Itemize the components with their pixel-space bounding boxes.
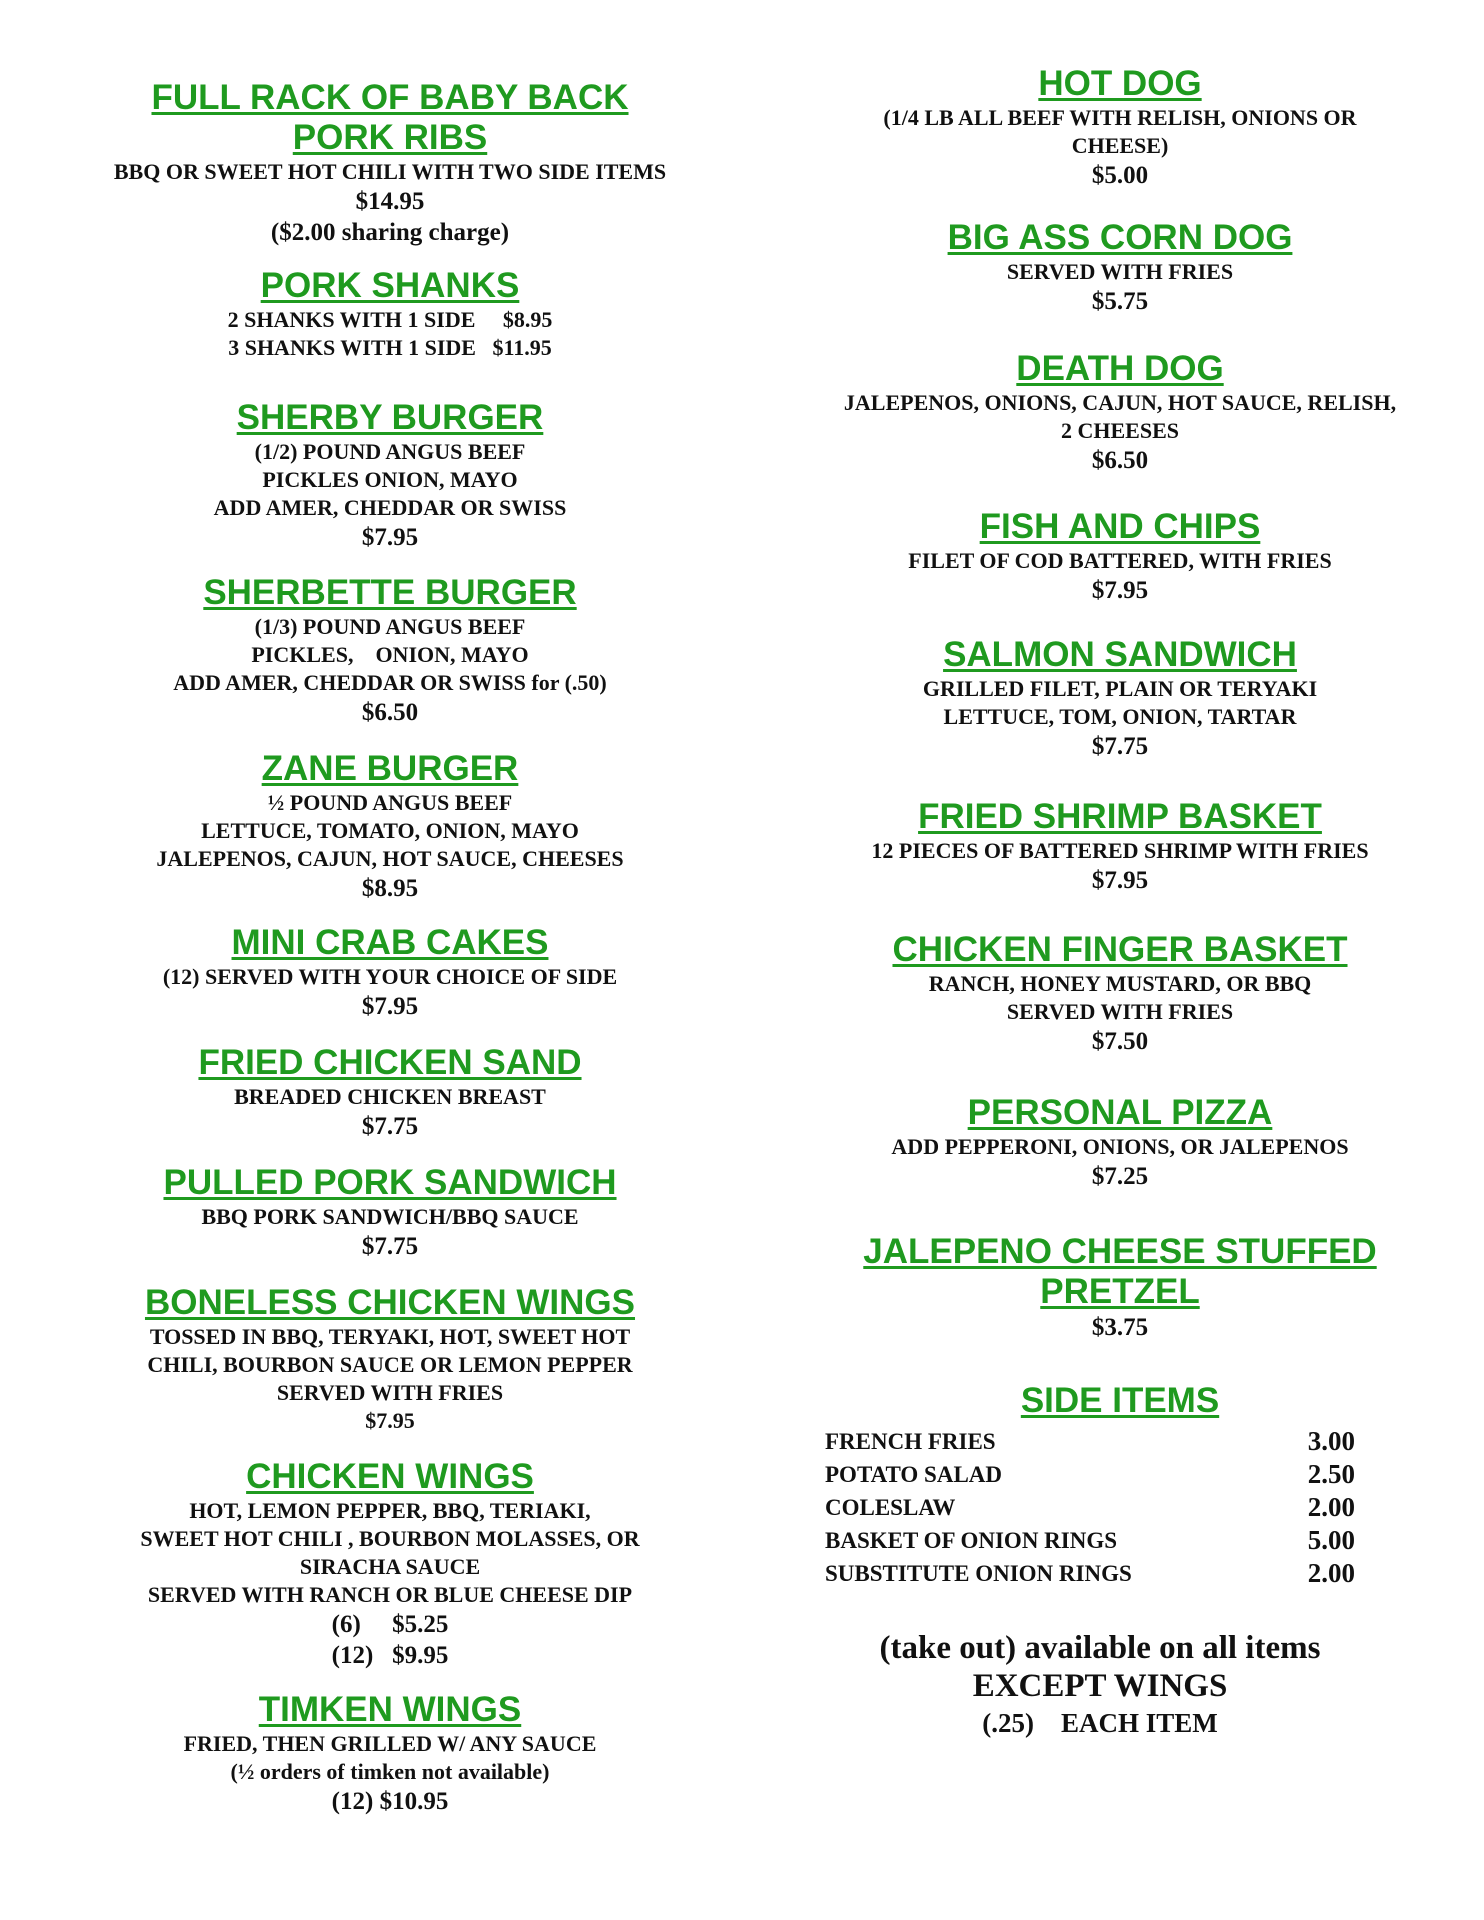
item-title: DEATH DOG bbox=[1016, 349, 1224, 388]
item-description: (1/4 LB ALL BEEF WITH RELISH, ONIONS OR bbox=[883, 105, 1357, 130]
item-description: (1/2) POUND ANGUS BEEF bbox=[254, 439, 526, 464]
item-price: $8.95 bbox=[361, 875, 419, 902]
item-price: $6.50 bbox=[1091, 447, 1149, 474]
item-title: SALMON SANDWICH bbox=[943, 635, 1297, 674]
side-item-name: COLESLAW bbox=[825, 1495, 956, 1520]
menu-item-zane-burger bbox=[70, 749, 710, 904]
item-description: JALEPENOS, CAJUN, HOT SAUCE, CHEESES bbox=[156, 846, 624, 871]
item-description: CHEESE) bbox=[1071, 133, 1169, 158]
item-description: JALEPENOS, ONIONS, CAJUN, HOT SAUCE, RELISH, bbox=[843, 390, 1397, 415]
item-description: ADD AMER, CHEDDAR OR SWISS bbox=[213, 495, 567, 520]
item-price: $7.95 bbox=[361, 993, 419, 1020]
menu-item-pork-shanks bbox=[70, 266, 710, 362]
item-price: $7.75 bbox=[361, 1113, 419, 1140]
item-title: CHICKEN FINGER BASKET bbox=[892, 930, 1348, 969]
takeout-note bbox=[790, 1629, 1410, 1741]
side-item-name: SUBSTITUTE ONION RINGS bbox=[825, 1561, 1132, 1586]
side-item-row bbox=[825, 1458, 1355, 1491]
item-description: TOSSED IN BBQ, TERYAKI, HOT, SWEET HOT bbox=[149, 1324, 631, 1349]
item-price: (12) $10.95 bbox=[331, 1788, 449, 1815]
menu-item-timken-wings bbox=[70, 1690, 710, 1817]
side-item-name: POTATO SALAD bbox=[825, 1462, 1003, 1487]
item-description: SERVED WITH FRIES bbox=[276, 1380, 504, 1405]
item-title: HOT DOG bbox=[1038, 64, 1202, 103]
side-item-name: BASKET OF ONION RINGS bbox=[825, 1528, 1118, 1553]
menu-item-baby-back-ribs bbox=[70, 78, 710, 248]
item-title: ZANE BURGER bbox=[261, 749, 519, 788]
item-title: FULL RACK OF BABY BACK bbox=[151, 78, 629, 117]
side-item-row bbox=[825, 1425, 1355, 1458]
item-description: BBQ OR SWEET HOT CHILI WITH TWO SIDE ITEMS bbox=[113, 159, 667, 184]
item-description: ADD PEPPERONI, ONIONS, OR JALEPENOS bbox=[891, 1134, 1349, 1159]
item-description: SERVED WITH FRIES bbox=[1006, 259, 1234, 284]
item-price: $7.75 bbox=[1091, 733, 1149, 760]
item-description: FILET OF COD BATTERED, WITH FRIES bbox=[908, 548, 1332, 573]
item-price: $7.95 bbox=[1091, 577, 1149, 604]
item-description: 12 PIECES OF BATTERED SHRIMP WITH FRIES bbox=[871, 838, 1369, 863]
item-title: PRETZEL bbox=[1040, 1272, 1200, 1311]
item-description: FRIED, THEN GRILLED W/ ANY SAUCE bbox=[183, 1731, 597, 1756]
item-description: GRILLED FILET, PLAIN OR TERYAKI bbox=[922, 676, 1318, 701]
item-description: SWEET HOT CHILI , BOURBON MOLASSES, OR bbox=[140, 1526, 640, 1551]
item-description: ADD AMER, CHEDDAR OR SWISS for (.50) bbox=[173, 670, 607, 695]
item-description: PICKLES, ONION, MAYO bbox=[251, 642, 529, 667]
item-price: $7.75 bbox=[361, 1233, 419, 1260]
item-title: PULLED PORK SANDWICH bbox=[163, 1163, 617, 1202]
side-items-heading bbox=[810, 1381, 1430, 1421]
item-title: FISH AND CHIPS bbox=[979, 507, 1261, 546]
menu-item-hot-dog bbox=[810, 64, 1430, 191]
item-title: MINI CRAB CAKES bbox=[231, 923, 549, 962]
side-items-title: SIDE ITEMS bbox=[1020, 1381, 1220, 1420]
item-price: $7.95 bbox=[365, 1408, 415, 1433]
menu-item-jalepeno-cheese-stuffed-pretzel bbox=[810, 1232, 1430, 1343]
item-description: SERVED WITH FRIES bbox=[1006, 999, 1234, 1024]
item-price: $3.75 bbox=[1091, 1314, 1149, 1341]
item-description: RANCH, HONEY MUSTARD, OR BBQ bbox=[928, 971, 1312, 996]
item-title: BIG ASS CORN DOG bbox=[947, 218, 1293, 257]
menu-item-mini-crab-cakes bbox=[70, 923, 710, 1022]
item-price: $5.00 bbox=[1091, 162, 1149, 189]
item-title: FRIED CHICKEN SAND bbox=[198, 1043, 582, 1082]
item-title: PORK RIBS bbox=[292, 118, 488, 157]
item-description: BBQ PORK SANDWICH/BBQ SAUCE bbox=[201, 1204, 579, 1229]
takeout-note-line: (.25) EACH ITEM bbox=[982, 1708, 1218, 1738]
menu-item-chicken-wings bbox=[70, 1457, 710, 1671]
item-price: $7.25 bbox=[1091, 1163, 1149, 1190]
item-title: BONELESS CHICKEN WINGS bbox=[144, 1283, 636, 1322]
item-description: (½ orders of timken not available) bbox=[230, 1759, 550, 1784]
side-item-price: 5.00 bbox=[1307, 1525, 1355, 1555]
side-item-price: 3.00 bbox=[1307, 1426, 1355, 1456]
item-description: LETTUCE, TOM, ONION, TARTAR bbox=[943, 704, 1297, 729]
menu-item-boneless-chicken-wings bbox=[70, 1283, 710, 1435]
item-description: 2 SHANKS WITH 1 SIDE $8.95 bbox=[227, 307, 553, 332]
side-item-row bbox=[825, 1491, 1355, 1524]
item-description: CHILI, BOURBON SAUCE OR LEMON PEPPER bbox=[147, 1352, 633, 1377]
item-title: CHICKEN WINGS bbox=[246, 1457, 534, 1496]
item-description: HOT, LEMON PEPPER, BBQ, TERIAKI, bbox=[189, 1498, 591, 1523]
item-title: TIMKEN WINGS bbox=[258, 1690, 522, 1729]
item-description: (12) SERVED WITH YOUR CHOICE OF SIDE bbox=[162, 964, 618, 989]
takeout-note-line: (take out) available on all items bbox=[879, 1630, 1321, 1666]
item-price: $6.50 bbox=[361, 699, 419, 726]
item-price: $5.75 bbox=[1091, 288, 1149, 315]
side-item-price: 2.50 bbox=[1307, 1459, 1355, 1489]
menu-item-big-ass-corn-dog bbox=[810, 218, 1430, 317]
menu-item-sherby-burger bbox=[70, 398, 710, 553]
side-item-row bbox=[825, 1524, 1355, 1557]
menu-item-fish-and-chips bbox=[810, 507, 1430, 606]
menu-item-pulled-pork-sandwich bbox=[70, 1163, 710, 1262]
item-description: SERVED WITH RANCH OR BLUE CHEESE DIP bbox=[147, 1582, 633, 1607]
item-description: BREADED CHICKEN BREAST bbox=[234, 1084, 546, 1109]
item-description: ½ POUND ANGUS BEEF bbox=[267, 790, 513, 815]
menu-item-fried-chicken-sand bbox=[70, 1043, 710, 1142]
item-title: JALEPENO CHEESE STUFFED bbox=[863, 1232, 1377, 1271]
item-price: (6) $5.25 bbox=[331, 1611, 449, 1638]
item-title: SHERBY BURGER bbox=[236, 398, 544, 437]
item-title: PORK SHANKS bbox=[260, 266, 520, 305]
item-description: PICKLES ONION, MAYO bbox=[262, 467, 518, 492]
side-item-price: 2.00 bbox=[1307, 1558, 1355, 1588]
item-price: ($2.00 sharing charge) bbox=[270, 219, 510, 246]
takeout-note-line: EXCEPT WINGS bbox=[972, 1668, 1228, 1704]
item-description: LETTUCE, TOMATO, ONION, MAYO bbox=[201, 818, 579, 843]
side-item-name: FRENCH FRIES bbox=[825, 1429, 996, 1454]
item-description: SIRACHA SAUCE bbox=[299, 1554, 481, 1579]
item-description: 2 CHEESES bbox=[1061, 418, 1179, 443]
item-description: 3 SHANKS WITH 1 SIDE $11.95 bbox=[228, 335, 552, 360]
menu-item-sherbette-burger bbox=[70, 573, 710, 728]
side-item-row bbox=[825, 1557, 1355, 1590]
item-title: SHERBETTE BURGER bbox=[203, 573, 577, 612]
menu-item-personal-pizza bbox=[810, 1093, 1430, 1192]
item-title: PERSONAL PIZZA bbox=[967, 1093, 1273, 1132]
item-price: $7.50 bbox=[1091, 1028, 1149, 1055]
item-price: $14.95 bbox=[355, 188, 425, 215]
side-item-price: 2.00 bbox=[1307, 1492, 1355, 1522]
item-description: (1/3) POUND ANGUS BEEF bbox=[254, 614, 526, 639]
menu-item-fried-shrimp-basket bbox=[810, 797, 1430, 896]
item-price: $7.95 bbox=[361, 524, 419, 551]
menu-item-salmon-sandwich bbox=[810, 635, 1430, 762]
item-price: $7.95 bbox=[1091, 867, 1149, 894]
menu-item-death-dog bbox=[810, 349, 1430, 476]
menu-item-chicken-finger-basket bbox=[810, 930, 1430, 1057]
item-title: FRIED SHRIMP BASKET bbox=[918, 797, 1322, 836]
item-price: (12) $9.95 bbox=[331, 1642, 449, 1669]
